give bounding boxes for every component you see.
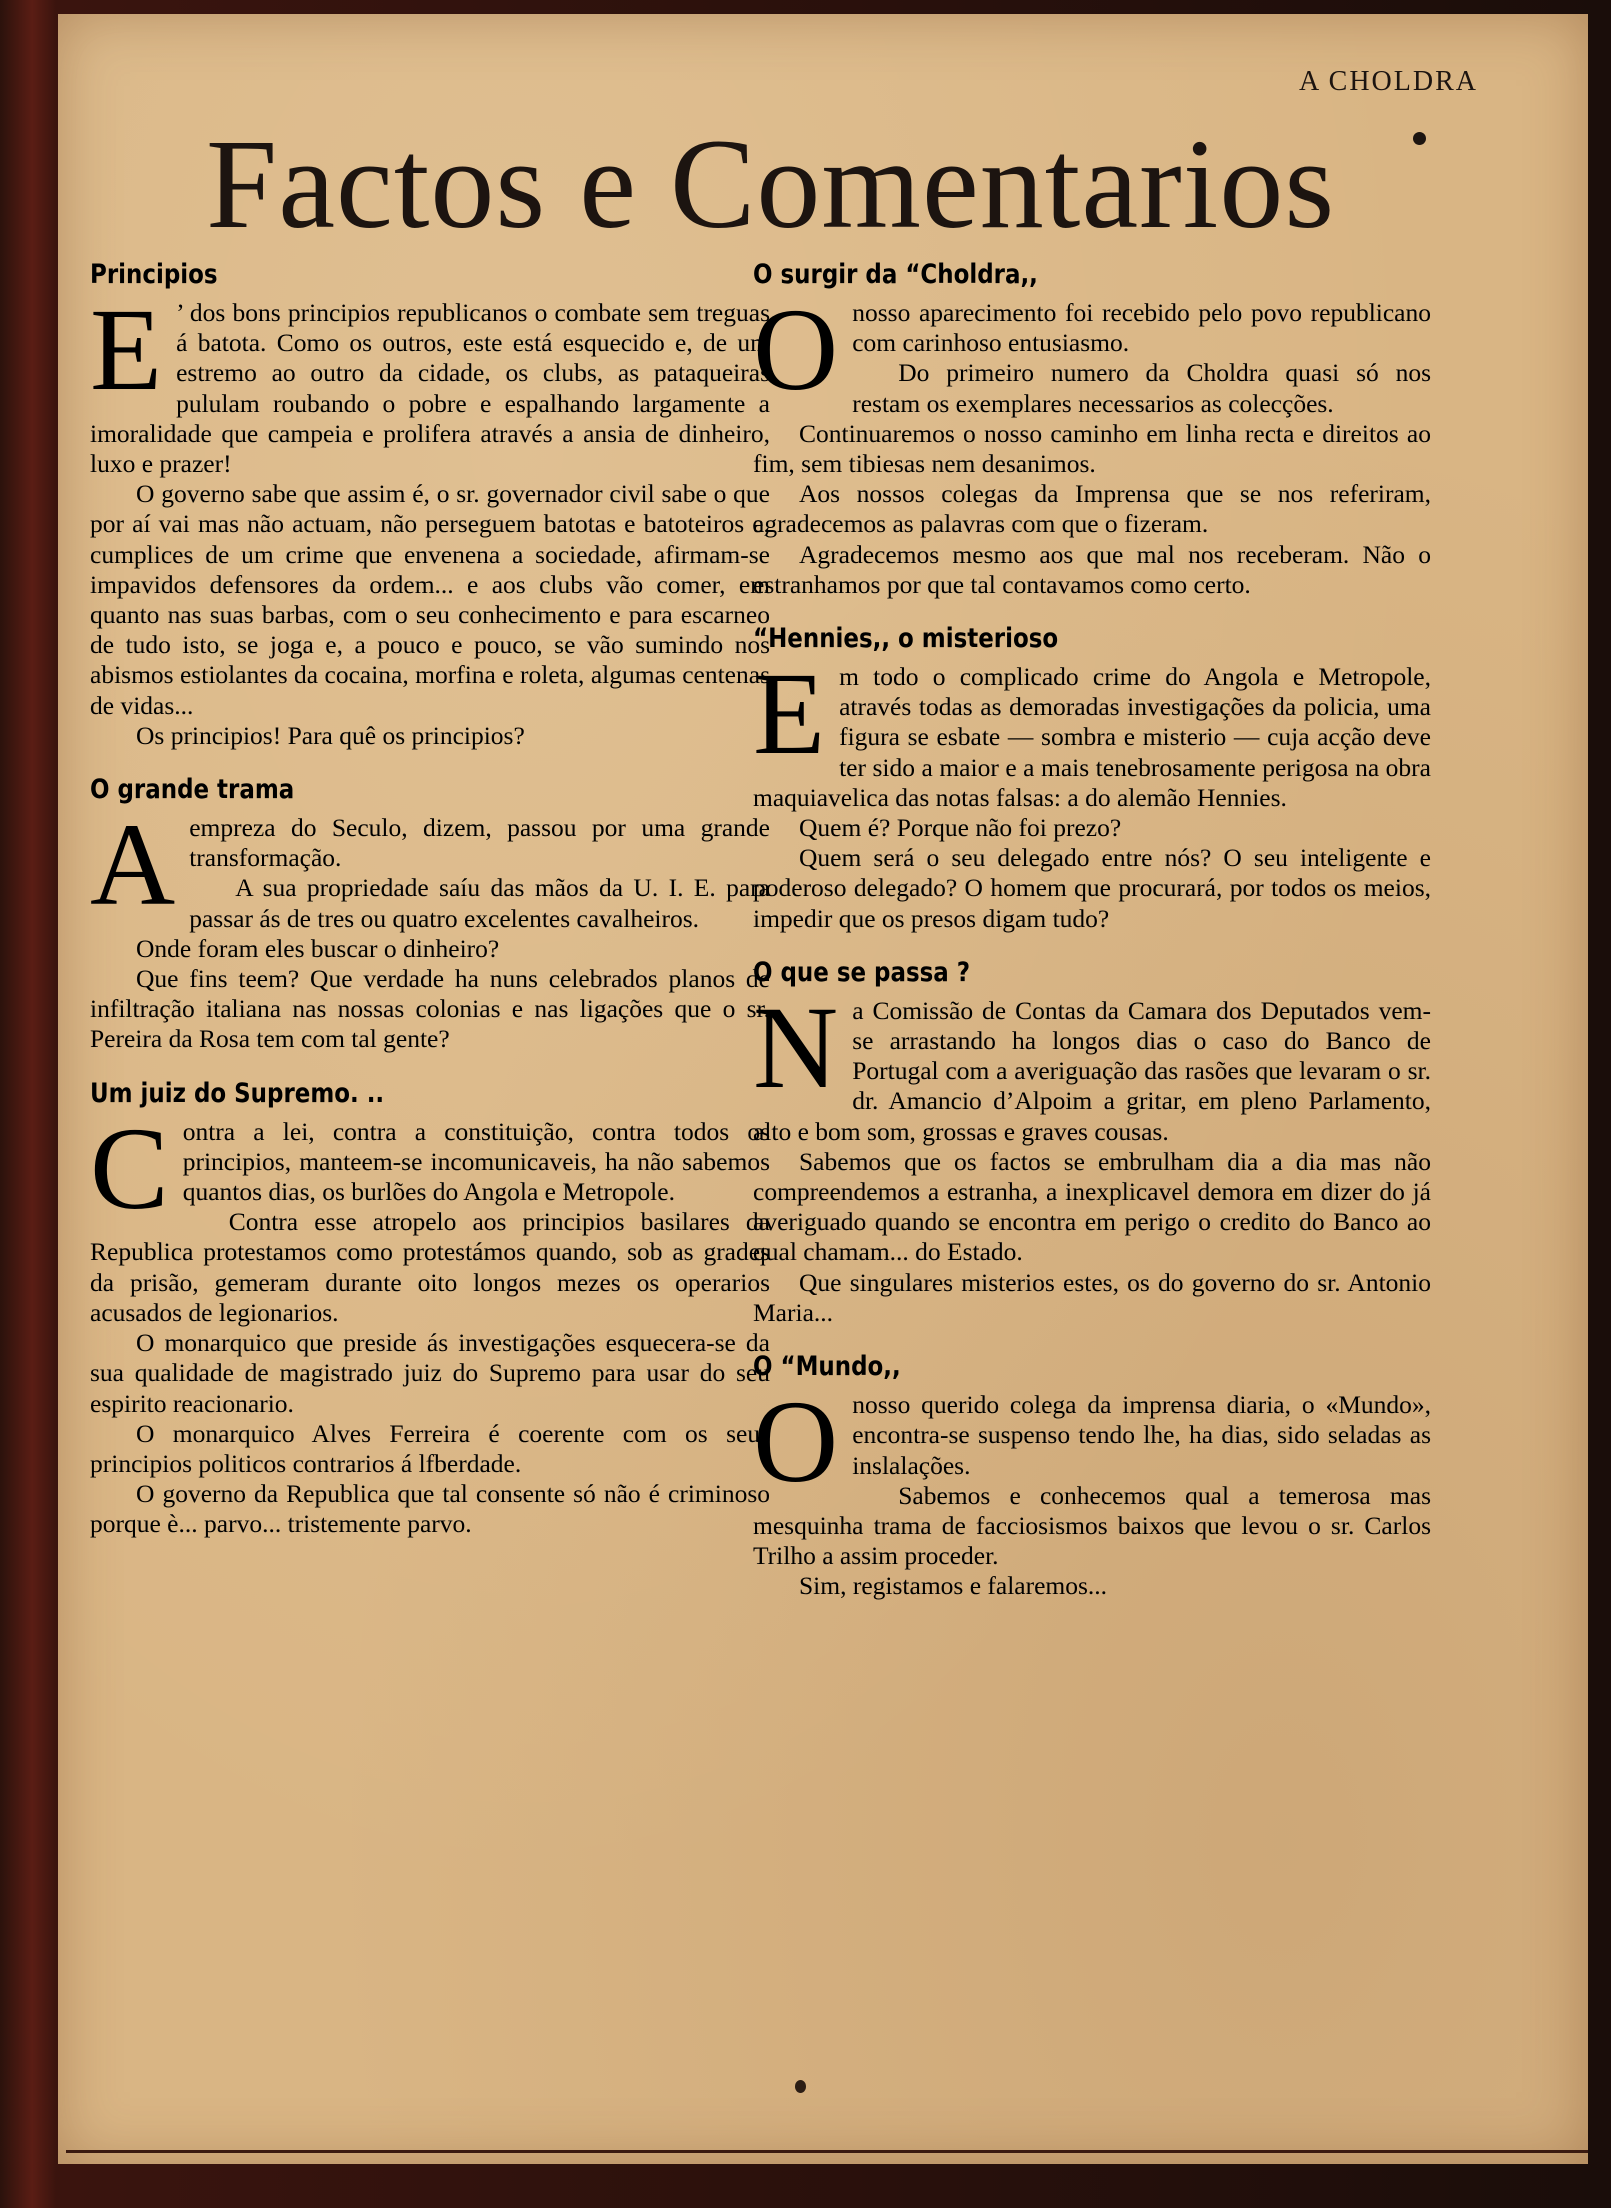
right-column [753,258,1431,1624]
drop-cap: E [753,648,826,780]
article-paragraph [90,1117,770,1208]
drop-cap: O [753,284,839,415]
paragraph-text: Do primeiro numero da Choldra quasi só nos restam os exemplares necessarios as colecções. [852,358,1431,418]
article-paragraph [753,843,1431,934]
page-title: Factos e Comentarios [206,113,1336,255]
paragraph-text: Que fins teem? Que verdade ha nuns celebrados planos de infiltração italiana nas nossas colonias e nas ligações que o sr. Pereira da Rosa tem com tal gente? [90,964,770,1054]
paragraph-text: O governo da Republica que tal consente só não é criminoso porque è... parvo... tristemente parvo. [90,1479,770,1539]
paragraph-text: A sua propriedade saíu das mãos da U. I. E. para passar ás de tres ou quatro excelentes cavalheiros. [189,873,770,933]
paragraph-text: Agradecemos mesmo aos que mal nos receberam. Não o estranhamos por que tal contavamos como certo. [753,539,1431,599]
paragraph-text: O monarquico Alves Ferreira é coerente com os seus principios politicos contrarios á lfberdade. [90,1418,770,1478]
article-heading: Um juiz do Supremo. .. [90,1077,385,1109]
paragraph-text: ’ dos bons principios republicanos o combate sem treguas á batota. Como os outros, este está esquecido e, de um estremo ao outro da cidade, os clubs, as pataqueiras pululam roubando o pobre e espalhando largamente a imoralidade que campeia e prolifera através a ansia de dinheiro, luxo e prazer! [90,298,770,479]
paragraph-text: Continuaremos o nosso caminho em linha recta e direitos ao fim, sem tibiesas nem desanimos. [753,418,1431,479]
article-paragraph [753,1481,1431,1572]
paragraph-text: Sim, registamos e falaremos... [799,1571,1108,1601]
paragraph-text: Que singulares misterios estes, os do governo do sr. Antonio Maria... [753,1267,1431,1327]
paragraph-text: nosso aparecimento foi recebido pelo povo republicano com carinhoso entusiasmo. [852,298,1431,358]
drop-cap: A [90,799,176,931]
article-paragraph [753,1390,1431,1481]
article-heading: “Hennies,, o misterioso [753,623,1059,655]
drop-cap: C [90,1102,169,1234]
article-section [753,956,1431,1328]
article-heading: O “Mundo,, [753,1351,901,1383]
article-section [90,1077,770,1540]
article-paragraph [753,419,1431,479]
article-paragraph [753,298,1431,358]
paragraph-text: ontra a lei, contra a constituição, contra todos os principios, manteem-se incomunicaveis, ha não sabemos quantos dias, os burlões do Angola e Metropole. [182,1116,770,1207]
article-heading: O surgir da “Choldra,, [753,259,1038,290]
article-paragraph [90,813,770,873]
article-paragraph [90,934,770,964]
paragraph-text: Sabemos e conhecemos qual a temerosa mas mesquinha trama de facciosismos baixos que levou o sr. Carlos Trilho a assim proceder. [753,1480,1431,1571]
paragraph-text: a Comissão de Contas da Camara dos Deputados vem-se arrastando ha longos dias o caso do Banco de Portugal com a averiguação das rasões que levaram o sr. dr. Amancio d’Alpoim a gritar, em pleno Parlamento, alto e bom som, grossas e graves cousas. [753,995,1431,1146]
paragraph-text: Os principios! Para quê os principios? [136,720,525,750]
article-heading: Principios [90,259,218,290]
article-paragraph [753,981,1431,1147]
running-head: A CHOLDRA [1298,66,1478,97]
article-paragraph [753,479,1431,539]
paragraph-text: Sabemos que os factos se embrulham dia a dia mas não compreendemos a estranha, a inexplicavel demora em dizer do já averiguado quando se encontra em perigo o credito do Banco ao qual chamam... do Estado. [753,1146,1431,1267]
paragraph-text: Quem será o seu delegado entre nós? O seu inteligente e poderoso delegado? O homem que procurará, por todos os meios, impedir que os presos digam tudo? [753,843,1431,933]
article-paragraph [90,964,770,1055]
article-section [90,773,770,1055]
drop-cap: E [90,284,163,415]
article-paragraph [90,1419,770,1479]
paragraph-text: Contra esse atropelo aos principios basilares da Republica protestamos como protestámos quando, sob as grades da prisão, gemeram durante oito longos mezes os operarios acusados de legionarios. [90,1207,770,1327]
paragraph-text: m todo o complicado crime do Angola e Metropole, através todas as demoradas investigações da policia, uma figura se esbate — sombra e misterio — cuja acção deve ter sido a maior e a mais tenebrosamente perigosa na obra maquiavelica das notas falsas: a do alemão Hennies. [753,662,1431,812]
article-paragraph [90,1479,770,1539]
article-paragraph [753,1268,1431,1328]
paragraph-text: Onde foram eles buscar o dinheiro? [136,933,500,963]
article-paragraph [90,873,770,933]
article-paragraph [753,358,1431,418]
drop-cap: N [753,981,839,1113]
article-paragraph [90,1328,770,1419]
paragraph-text: empreza do Seculo, dizem, passou por uma grande transformação. [189,813,770,873]
paragraph-text: O monarquico que preside ás investigações esquecera-se da sua qualidade de magistrado juiz do Supremo para usar do seu espirito reacionario. [90,1328,770,1418]
paragraph-text: nosso querido colega da imprensa diaria, o «Mundo», encontra-se suspenso tendo lhe, ha dias, sido seladas as inslalações. [852,1390,1431,1480]
article-paragraph [753,813,1431,843]
article-section [753,1350,1431,1601]
article-paragraph [753,648,1431,813]
paragraph-text: O governo sabe que assim é, o sr. governador civil sabe o que por aí vai mas não actuam, não perseguem batotas e batoteiros e, cumplices de um crime que envenena a sociedade, afirmam-se impavidos defensores da ordem... e aos clubs vão comer, em quanto nas suas barbas, com o seu conhecimento e para escarneo de tudo isto, se joga e, a pouco e pouco, se vão sumindo nos abismos estiolantes da cocaina, morfina e roleta, algumas centenas de vidas... [90,479,770,720]
left-column [90,258,770,1562]
article-heading: O grande trama [90,774,295,806]
article-paragraph [753,1147,1431,1268]
paragraph-text: Quem é? Porque não foi prezo? [799,813,1122,843]
footer-ornament [795,2080,806,2093]
article-paragraph [753,1571,1431,1601]
article-paragraph [90,721,770,751]
article-section [90,258,770,751]
article-paragraph [753,540,1431,600]
page-bottom-edge [66,2150,1588,2153]
drop-cap: O [753,1376,839,1508]
article-section [753,258,1431,600]
article-paragraph [90,479,770,721]
article-section [753,622,1431,934]
paragraph-text: Aos nossos colegas da Imprensa que se nos referiram, agradecemos as palavras com que o fizeram. [753,479,1431,539]
article-heading: O que se passa ? [753,956,971,988]
article-paragraph [90,284,770,479]
article-paragraph [90,1207,770,1328]
